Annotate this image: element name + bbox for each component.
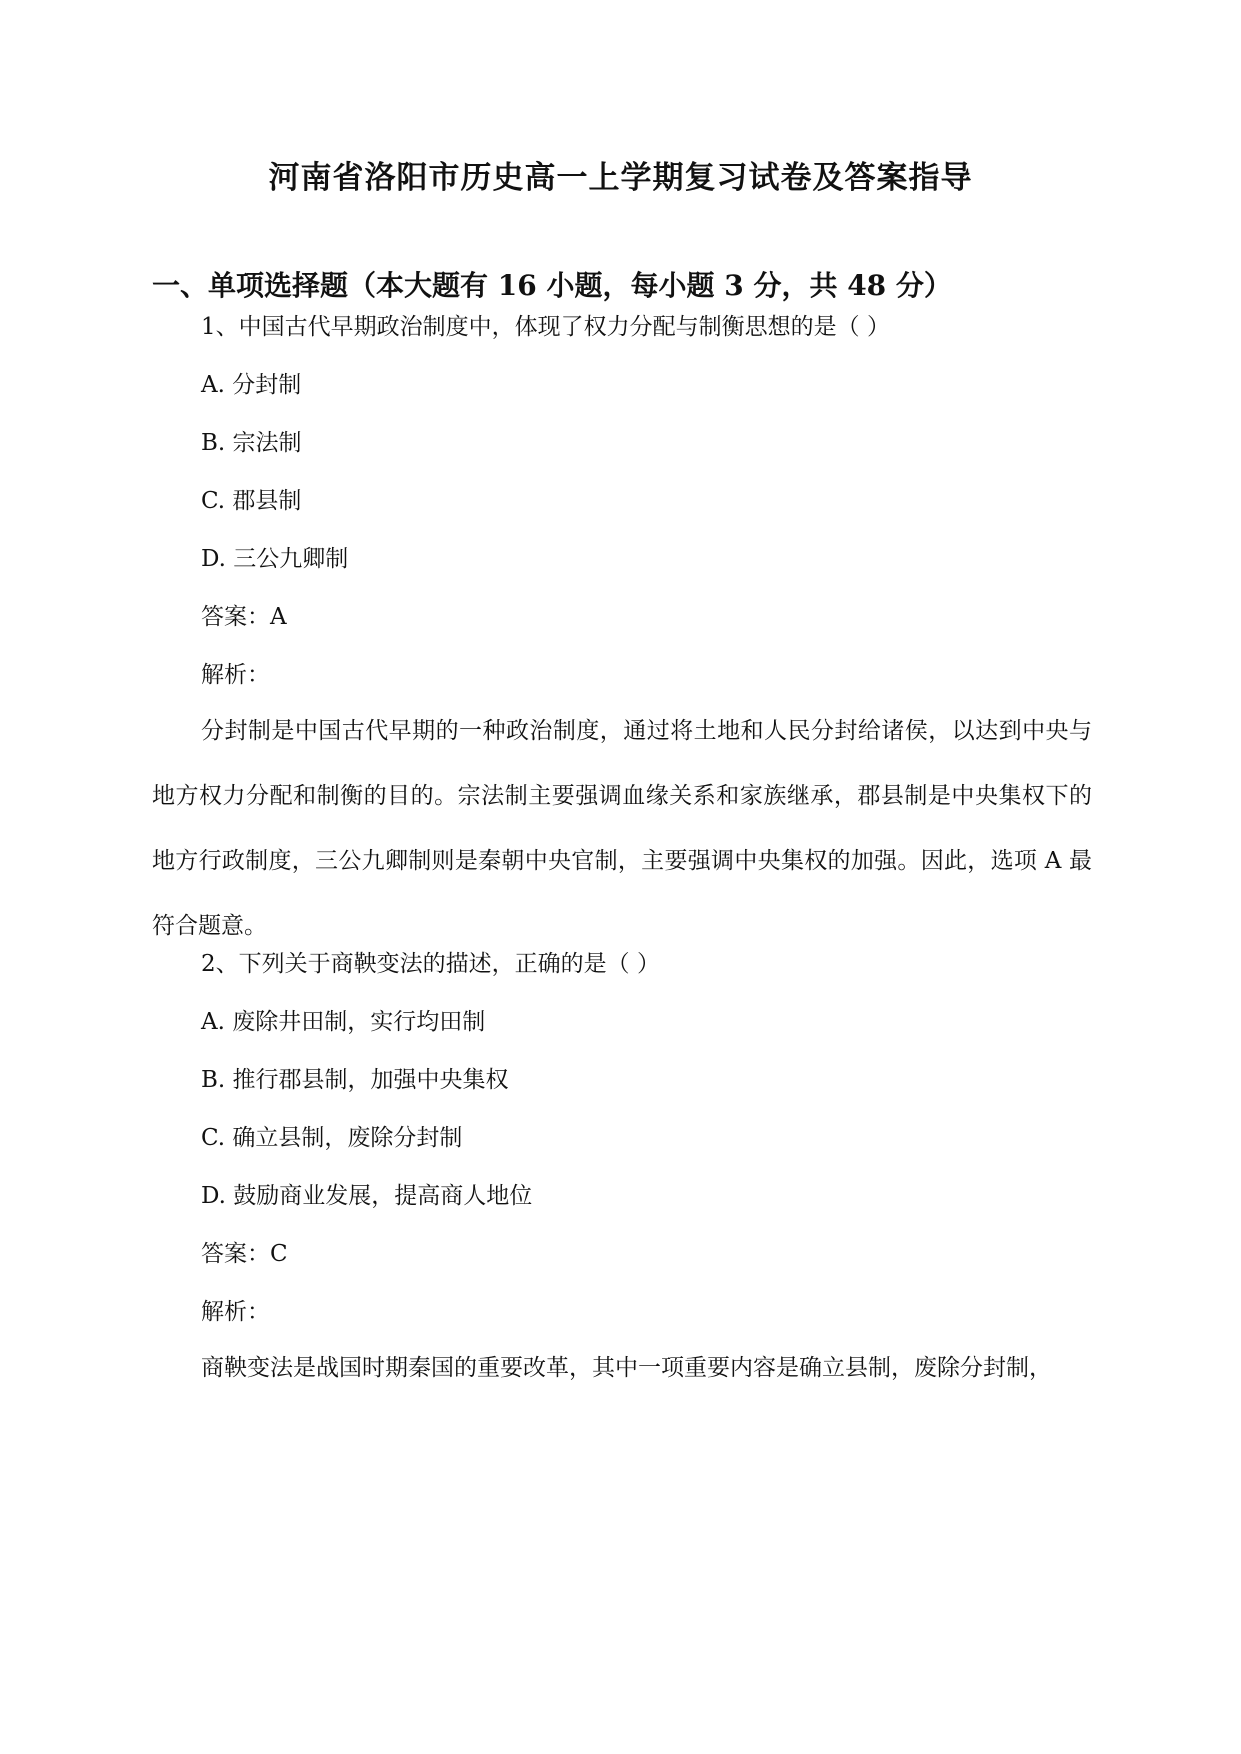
document-title: 河南省洛阳市历史高一上学期复习试卷及答案指导 <box>268 160 973 196</box>
question-1-analysis-label: 解析： <box>201 662 270 688</box>
question-1-option-b: B. 宗法制 <box>201 430 302 456</box>
question-2-stem: 2、下列关于商鞅变法的描述，正确的是（ ） <box>201 951 660 977</box>
question-1-analysis: 分封制是中国古代早期的一种政治制度，通过将土地和人民分封给诸侯，以达到中央与地方权力分配和制衡的目的。宗法制主要强调血缘关系和家族继承，郡县制是中央集权下的地方行政制度，三公九卿制则是秦朝中央官制，主要强调中央集权的加强。因此，选项 A 最符合题意。 <box>152 718 1092 939</box>
question-2-option-b: B. 推行郡县制，加强中央集权 <box>201 1067 509 1093</box>
question-2-answer: 答案：C <box>201 1241 288 1267</box>
question-2-analysis-label: 解析： <box>201 1299 270 1325</box>
section-heading: 一、单项选择题（本大题有 16 小题，每小题 3 分，共 48 分） <box>152 269 952 302</box>
question-1-answer: 答案：A <box>201 604 287 630</box>
question-2-analysis: 商鞅变法是战国时期秦国的重要改革，其中一项重要内容是确立县制，废除分封制， <box>201 1355 1052 1381</box>
question-1-option-d: D. 三公九卿制 <box>201 546 349 572</box>
question-2-option-d: D. 鼓励商业发展，提高商人地位 <box>201 1183 533 1209</box>
question-1-stem: 1、中国古代早期政治制度中，体现了权力分配与制衡思想的是（ ） <box>201 314 890 340</box>
question-1-option-a: A. 分封制 <box>201 372 302 398</box>
question-1-option-c: C. 郡县制 <box>201 488 302 514</box>
question-2-option-a: A. 废除井田制，实行均田制 <box>201 1009 486 1035</box>
question-2-option-c: C. 确立县制，废除分封制 <box>201 1125 463 1151</box>
